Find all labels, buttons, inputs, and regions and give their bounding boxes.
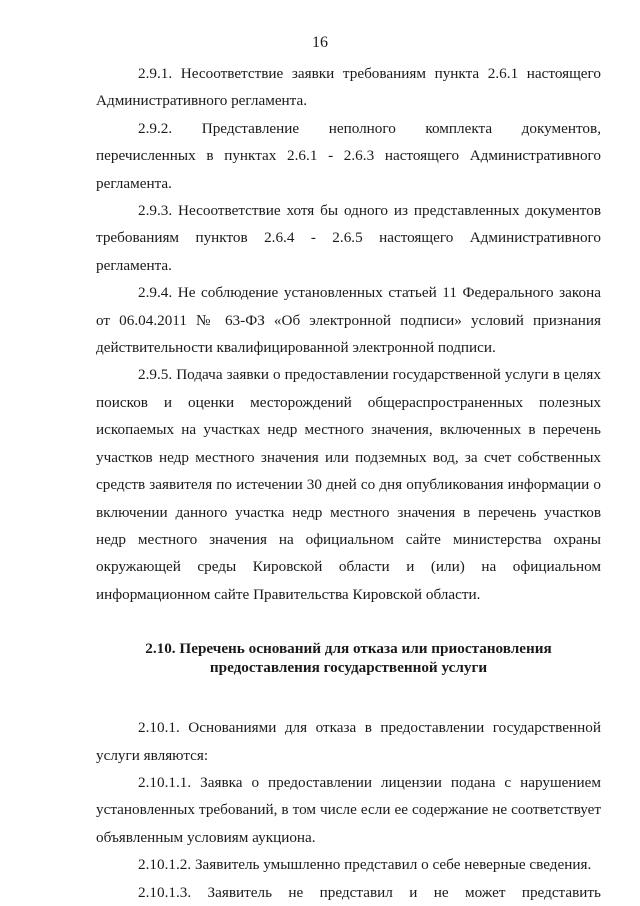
paragraph-2-9-5: 2.9.5. Подача заявки о предоставлении государственной услуги в целях поисков и оценки месторождений общераспространенных полезных ископаемых на участках недр местного значения, включенных в перечень участков недр местного значения или подземных вод, за счет собственных средств заявителя по истечении 30 дней со дня опубликования информации о включении данного участка недр местного значения в перечень участков недр местного значения на официальном сайте министерства охраны окружающей среды Кировской области и (или) на официальном информационном сайте Правительства Кировской области. <box>96 366 601 603</box>
page-number: 16 <box>312 34 328 51</box>
paragraph-2-9-4: 2.9.4. Не соблюдение установленных статьей 11 Федерального закона от 06.04.2011 № 63-ФЗ «Об электронной подписи» условий признания действительности квалифицированной электронной подписи. <box>96 284 601 357</box>
paragraph-2-9-3: 2.9.3. Несоответствие хотя бы одного из представленных документов требованиям пунктов 2.6.4 - 2.6.5 настоящего Административного регламента. <box>96 202 601 274</box>
paragraph-2-10-1-2: 2.10.1.2. Заявитель умышленно представил о себе неверные сведения. <box>138 856 592 874</box>
paragraph-2-9-1: 2.9.1. Несоответствие заявки требованиям пункта 2.6.1 настоящего Административного регламента. <box>96 65 601 110</box>
section-heading-line-1: 2.10. Перечень оснований для отказа или приостановления <box>145 640 552 658</box>
paragraph-2-10-1-3: 2.10.1.3. Заявитель не представил и не может представить <box>138 883 601 901</box>
paragraph-2-10-1-1: 2.10.1.1. Заявка о предоставлении лицензии подана с нарушением установленных требований, в том числе если ее содержание не соответствует объявленным условиям аукциона. <box>96 773 601 846</box>
paragraph-2-10-1: 2.10.1. Основаниями для отказа в предоставлении государственной услуги являются: <box>96 719 601 764</box>
paragraph-2-9-2: 2.9.2. Представление неполного комплекта документов, перечисленных в пунктах 2.6.1 - 2.6.3 настоящего Административного регламента. <box>96 119 601 192</box>
section-heading-line-2: предоставления государственной услуги <box>209 659 488 677</box>
document-body <box>96 60 601 906</box>
section-heading <box>96 639 601 677</box>
